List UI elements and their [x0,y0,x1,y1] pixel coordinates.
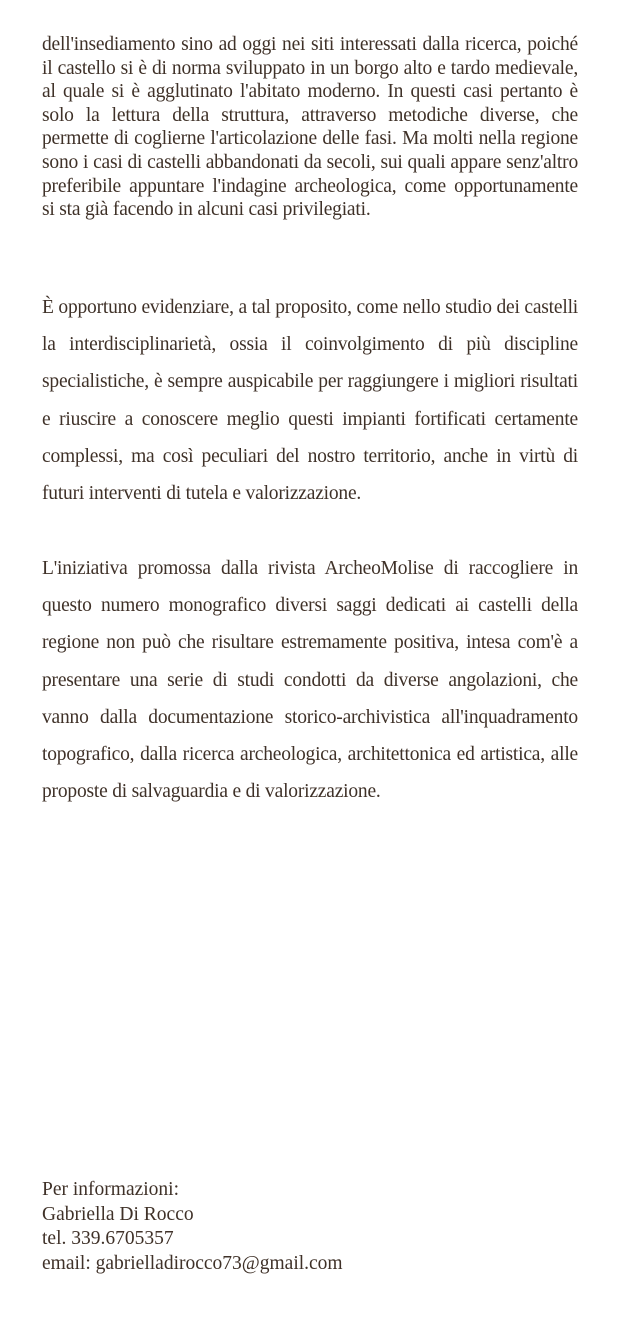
paragraph-intro: dell'insediamento sino ad oggi nei siti interessati dalla ricerca, poiché il castello si è di norma sviluppato in un borgo alto e tardo medievale, al quale si è agglutinato l'abitato moderno. In questi casi pertanto è solo la lettura della struttura, attraverso metodiche diverse, che permette di coglierne l'articolazione delle fasi. Ma molti nella regione sono i casi di castelli abbandonati da secoli, sui quali appare senz'altro preferibile appuntare l'indagine archeologica, come opportunamente si sta già facendo in alcuni casi privilegiati. [42,34,578,221]
paragraph-archeomolise-initiative: L'iniziativa promossa dalla rivista ArcheoMolise di raccogliere in questo numero monografico diversi saggi dedicati ai castelli della regione non può che risultare estremamente positiva, intesa com'è a presentare una serie di studi condotti da diverse angolazioni, che vanno dalla documentazione storico-archivistica all'inquadramento topografico, dalla ricerca archeologica, architettonica ed artistica, alle proposte di salvaguardia e di valorizzazione. [42,558,578,803]
contact-heading: Per informazioni: [42,1179,180,1200]
contact-email: email: gabrielladirocco73@gmail.com [42,1252,343,1274]
contact-phone: tel. 339.6705357 [42,1228,174,1249]
contact-name: Gabriella Di Rocco [42,1203,194,1225]
contact-info-block [42,1178,343,1276]
paragraph-interdisciplinarity: È opportuno evidenziare, a tal proposito, come nello studio dei castelli la interdisciplinarietà, ossia il coinvolgimento di più discipline specialistiche, è sempre auspicabile per raggiungere i migliori risultati e riuscire a conoscere meglio questi impianti fortificati certamente complessi, ma così peculiari del nostro territorio, anche in virtù di futuri interventi di tutela e valorizzazione. [42,297,578,505]
